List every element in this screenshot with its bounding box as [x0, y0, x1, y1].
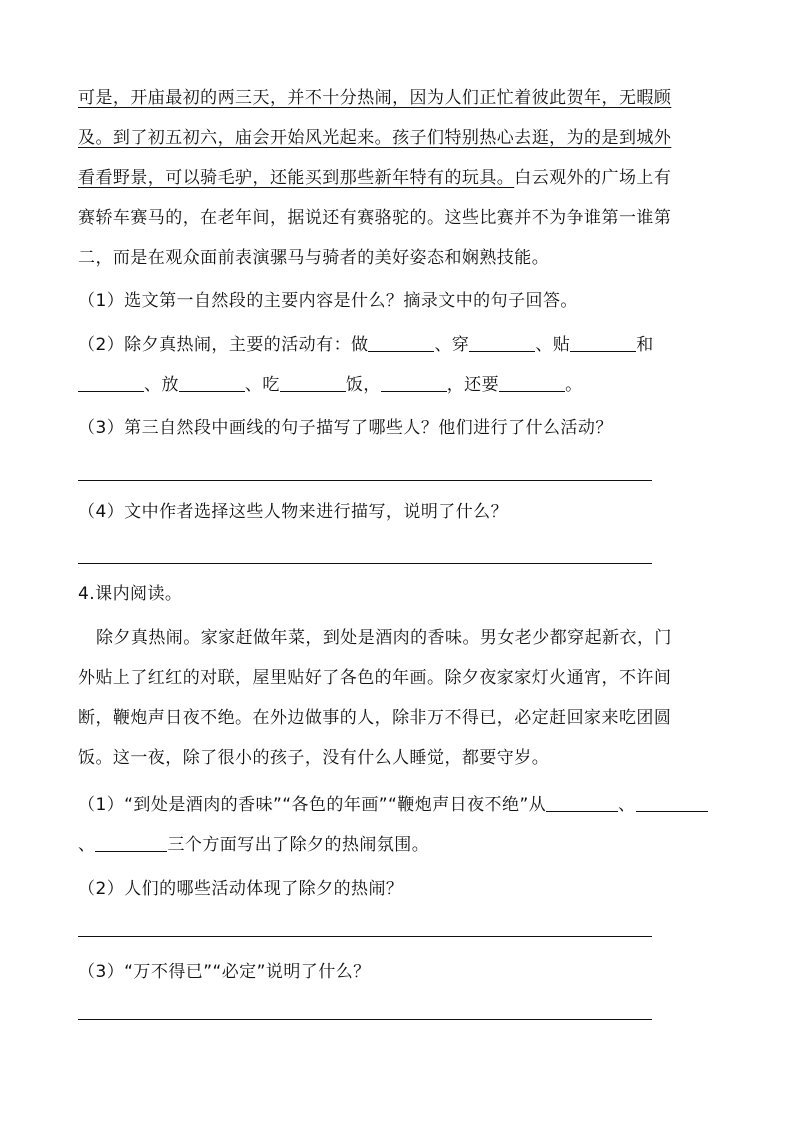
question-4-2: （2）人们的哪些活动体现了除夕的热闹？: [78, 879, 404, 899]
passage-line-1: [78, 86, 671, 110]
answer-line[interactable]: [78, 936, 652, 937]
answer-blank[interactable]: [95, 835, 167, 852]
question-3-2-cont: [78, 373, 583, 397]
passage-line-3: [78, 166, 671, 190]
answer-blank[interactable]: [636, 795, 708, 812]
answer-blank[interactable]: [368, 335, 434, 352]
section-4-passage-line-3: 断，鞭炮声日夜不绝。在外边做事的人，除非万不得已，必定赶回家来吃团圆: [78, 708, 672, 728]
underlined-sentence: 孩子们特别热心去逛，为的是到城外: [392, 128, 672, 148]
passage-line-4: 赛轿车赛马的，在老年间，据说还有赛骆驼的。这些比赛并不为争谁第一谁第: [78, 208, 672, 228]
question-text: 饭，: [345, 375, 381, 395]
question-text: （2）除夕真热闹，主要的活动有：做: [78, 335, 369, 355]
passage-line-5: 二，而是在观众面前表演骡马与骑者的美好姿态和娴熟技能。: [78, 248, 550, 268]
answer-line[interactable]: [78, 563, 652, 564]
question-text: 、: [618, 795, 636, 815]
question-text: 、贴: [535, 335, 571, 355]
answer-line[interactable]: [78, 480, 652, 481]
question-text: 、放: [144, 375, 179, 395]
question-text: 、穿: [434, 335, 470, 355]
section-4-passage-line-2: 外贴上了红红的对联，屋里贴好了各色的年画。除夕夜家家灯火通宵，不许间: [78, 668, 672, 688]
question-3-4: （4）文中作者选择这些人物来进行描写，说明了什么？: [78, 502, 509, 522]
section-4-passage-line-1: 除夕真热闹。家家赶做年菜，到处是酒肉的香味。男女老少都穿起新衣，门: [96, 628, 672, 648]
passage-text: 白云观外的广场上有: [514, 168, 672, 188]
underlined-sentence: 可是，开庙最初的两三天，并不十分热闹，因为人们正忙着彼此贺年，无暇顾: [78, 88, 672, 108]
underlined-sentence: 看看野景，可以骑毛驴，还能买到那些新年特有的玩具。: [78, 168, 515, 188]
question-text: 三个方面写出了除夕的热闹氛围。: [167, 835, 430, 855]
answer-blank[interactable]: [381, 375, 447, 392]
answer-blank[interactable]: [570, 335, 636, 352]
answer-blank[interactable]: [546, 795, 618, 812]
question-text: （1）“到处是酒肉的香味”“各色的年画”“鞭炮声日夜不绝”从: [78, 795, 547, 815]
answer-blank[interactable]: [469, 335, 535, 352]
question-text: 和: [636, 335, 654, 355]
question-4-1-cont: [78, 833, 429, 857]
answer-blank[interactable]: [179, 375, 245, 392]
question-text: 、: [78, 835, 96, 855]
answer-blank[interactable]: [499, 375, 565, 392]
answer-blank[interactable]: [280, 375, 346, 392]
answer-blank[interactable]: [78, 375, 144, 392]
section-4-heading: 4.课内阅读。: [78, 584, 183, 604]
question-4-1: [78, 793, 708, 817]
question-text: 、吃: [244, 375, 280, 395]
question-3-1: （1）选文第一自然段的主要内容是什么？摘录文中的句子回答。: [78, 291, 578, 311]
passage-line-2: [78, 126, 671, 150]
question-3-3: （3）第三自然段中画线的句子描写了哪些人？他们进行了什么活动？: [78, 418, 613, 438]
answer-line[interactable]: [78, 1019, 652, 1020]
question-3-2: [78, 333, 654, 357]
section-4-passage-line-4: 饭。这一夜，除了很小的孩子，没有什么人睡觉，都要守岁。: [78, 748, 550, 768]
question-4-3: （3）“万不得已”“必定”说明了什么？: [78, 962, 371, 982]
question-text: ，还要: [446, 375, 500, 395]
underlined-sentence: 及。到了初五初六，庙会开始风光起来。: [78, 128, 393, 148]
question-text: 。: [565, 375, 583, 395]
